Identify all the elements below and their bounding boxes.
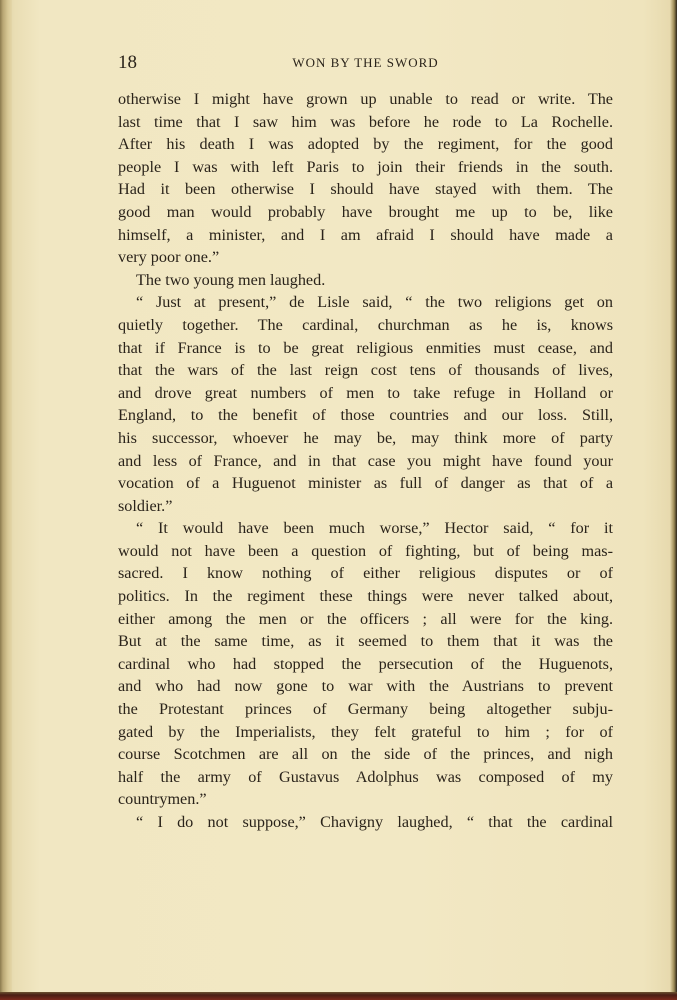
text-line: countrymen.” <box>118 790 207 809</box>
text-line: soldier.” <box>118 496 173 515</box>
text-line: sacred. I know nothing of either religious disputes or of <box>118 564 613 583</box>
text-line: and drove great numbers of men to take refuge in Holland or <box>118 383 613 402</box>
text-line: and who had now gone to war with the Austrians to prevent <box>118 677 613 696</box>
text-line: people I was with left Paris to join their friends in the south. <box>118 157 613 176</box>
text-line: quietly together. The cardinal, churchman as he is, knows <box>118 315 613 334</box>
text-line: The two young men laughed. <box>136 270 326 289</box>
body-text <box>118 88 613 834</box>
text-line: course Scotchmen are all on the side of the princes, and nigh <box>118 745 613 764</box>
text-line: and less of France, and in that case you might have found your <box>118 451 613 470</box>
text-line: good man would probably have brought me up to be, like <box>118 202 613 221</box>
text-line: would not have been a question of fighting, but of being mas- <box>118 541 613 560</box>
page-bottom-edge <box>0 992 677 1000</box>
text-line: cardinal who had stopped the persecution of the Huguenots, <box>118 654 613 673</box>
text-line: vocation of a Huguenot minister as full of danger as that of a <box>118 474 613 493</box>
text-line: “ Just at present,” de Lisle said, “ the two religions get on <box>136 293 613 312</box>
text-line: After his death I was adopted by the regiment, for the good <box>118 135 613 154</box>
running-title: WON BY THE SWORD <box>292 55 439 70</box>
text-line: his successor, whoever he may be, may think more of party <box>118 428 613 447</box>
page-number: 18 <box>118 52 137 73</box>
text-line: that the wars of the last reign cost tens of thousands of lives, <box>118 361 613 380</box>
text-line: the Protestant princes of Germany being altogether subju- <box>118 700 613 719</box>
text-line: himself, a minister, and I am afraid I should have made a <box>118 225 613 244</box>
text-line: otherwise I might have grown up unable to read or write. The <box>118 90 613 108</box>
text-line: last time that I saw him was before he rode to La Rochelle. <box>118 112 613 131</box>
text-line: gated by the Imperialists, they felt grateful to him ; for of <box>118 722 613 741</box>
running-head <box>118 52 613 74</box>
text-line: very poor one.” <box>118 248 220 267</box>
text-line: politics. In the regiment these things were never talked about, <box>118 587 613 606</box>
text-line: half the army of Gustavus Adolphus was composed of my <box>118 767 613 786</box>
text-line: either among the men or the officers ; all were for the king. <box>118 609 613 628</box>
text-line: “ It would have been much worse,” Hector said, “ for it <box>136 519 613 538</box>
text-line: But at the same time, as it seemed to them that it was the <box>118 632 613 651</box>
page-edge-shadow <box>670 0 677 1000</box>
text-line: England, to the benefit of those countries and our loss. Still, <box>118 406 613 425</box>
text-line: Had it been otherwise I should have stayed with them. The <box>118 180 613 199</box>
page-binding-shadow <box>0 0 12 1000</box>
text-line: that if France is to be great religious enmities must cease, and <box>118 338 613 357</box>
text-line: “ I do not suppose,” Chavigny laughed, “ that the cardinal <box>136 813 613 831</box>
